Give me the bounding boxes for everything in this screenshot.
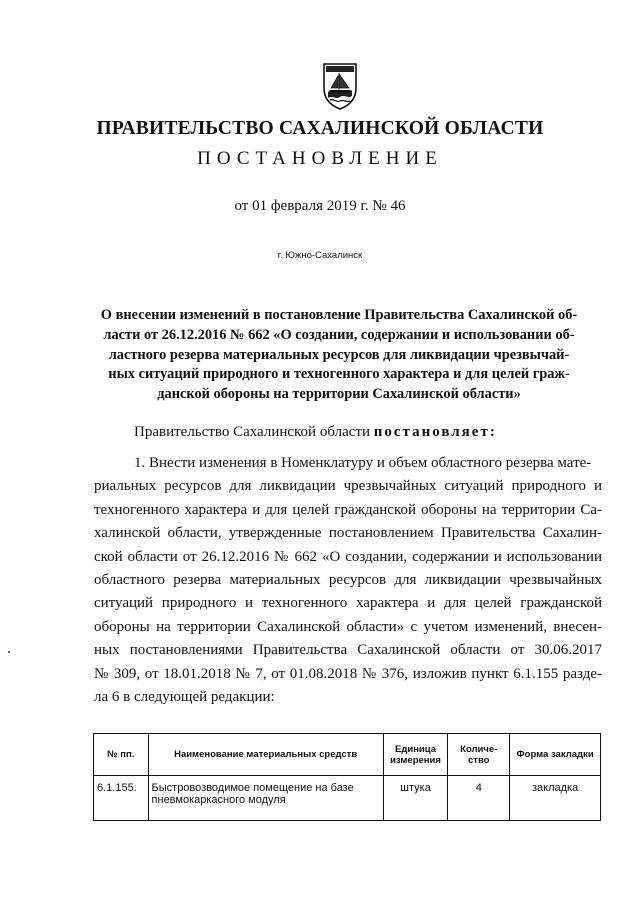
body-line: обороны на территории Сахалинской области» с учетом изменений, внесен- [94, 618, 602, 635]
subject-line: ластного резерва материальных ресурсов для ликвидации чрезвычай- [108, 346, 570, 363]
scan-speck [8, 651, 10, 653]
header-form: Форма закладки [510, 734, 601, 776]
subject-line: ласти от 26.12.2016 № 662 «О создании, содержании и использовании об- [103, 326, 575, 343]
body-line: № 309, от 18.01.2018 № 7, от 01.08.2018 № 376, изложив пункт 6.1.155 разде- [94, 665, 602, 682]
cell-number: 6.1.155. [94, 776, 149, 821]
body-line: техногенного характера и для целей гражданской обороны на территории Са- [94, 501, 602, 518]
header-number: № пп. [94, 734, 149, 776]
table-row [94, 776, 601, 821]
body-line: областного резерва материальных ресурсов для ликвидации чрезвычайных [94, 572, 602, 589]
header-quantity: Количе-ство [448, 734, 510, 776]
cell-quantity: 4 [448, 776, 510, 821]
body-line: ситуаций природного и техногенного характера и для целей гражданской [94, 595, 602, 612]
document-city: г. Южно-Сахалинск [277, 250, 363, 261]
cell-form: закладка [510, 776, 601, 821]
body-line: 1. Внести изменения в Номенклатуру и объем областного резерва мате- [134, 455, 592, 471]
preamble-emphasis: постановляет: [373, 424, 497, 440]
cell-unit: штука [383, 776, 448, 821]
body-line: ской области от 26.12.2016 № 662 «О создании, содержании и использовании [94, 548, 602, 565]
nomenclature-table [93, 733, 601, 821]
body-line: риальных ресурсов для ликвидации чрезвычайных ситуаций природного и [94, 478, 602, 495]
document-date-number: от 01 февраля 2019 г. № 46 [234, 198, 406, 214]
header-unit: Единица измерения [383, 734, 448, 776]
body-line: ла 6 в следующей редакции: [94, 689, 275, 706]
preamble [134, 424, 497, 441]
document-type: ПОСТАНОВЛЕНИЕ [197, 148, 443, 169]
body-line: халинской области, утвержденные постановлением Правительства Сахалин- [94, 525, 602, 542]
subject-line: ных ситуаций природного и техногенного характера и для целей граж- [108, 366, 570, 383]
organization-title: ПРАВИТЕЛЬСТВО САХАЛИНСКОЙ ОБЛАСТИ [96, 118, 544, 139]
subject-line: данской обороны на территории Сахалинской области» [157, 386, 521, 403]
body-line: ных постановлениями Правительства Сахалинской области от 30.06.2017 [94, 642, 602, 659]
document-subject [96, 306, 582, 405]
table-header-row [94, 734, 601, 776]
preamble-text: Правительство Сахалинской области [134, 424, 374, 440]
coat-of-arms-emblem [322, 62, 358, 110]
header-name: Наименование материальных средств [148, 734, 383, 776]
cell-name: Быстровозводимое помещение на базе пневмокаркасного модуля [148, 776, 383, 821]
subject-line: О внесении изменений в постановление Правительства Сахалинской об- [100, 307, 578, 323]
resolution-body [94, 452, 602, 709]
